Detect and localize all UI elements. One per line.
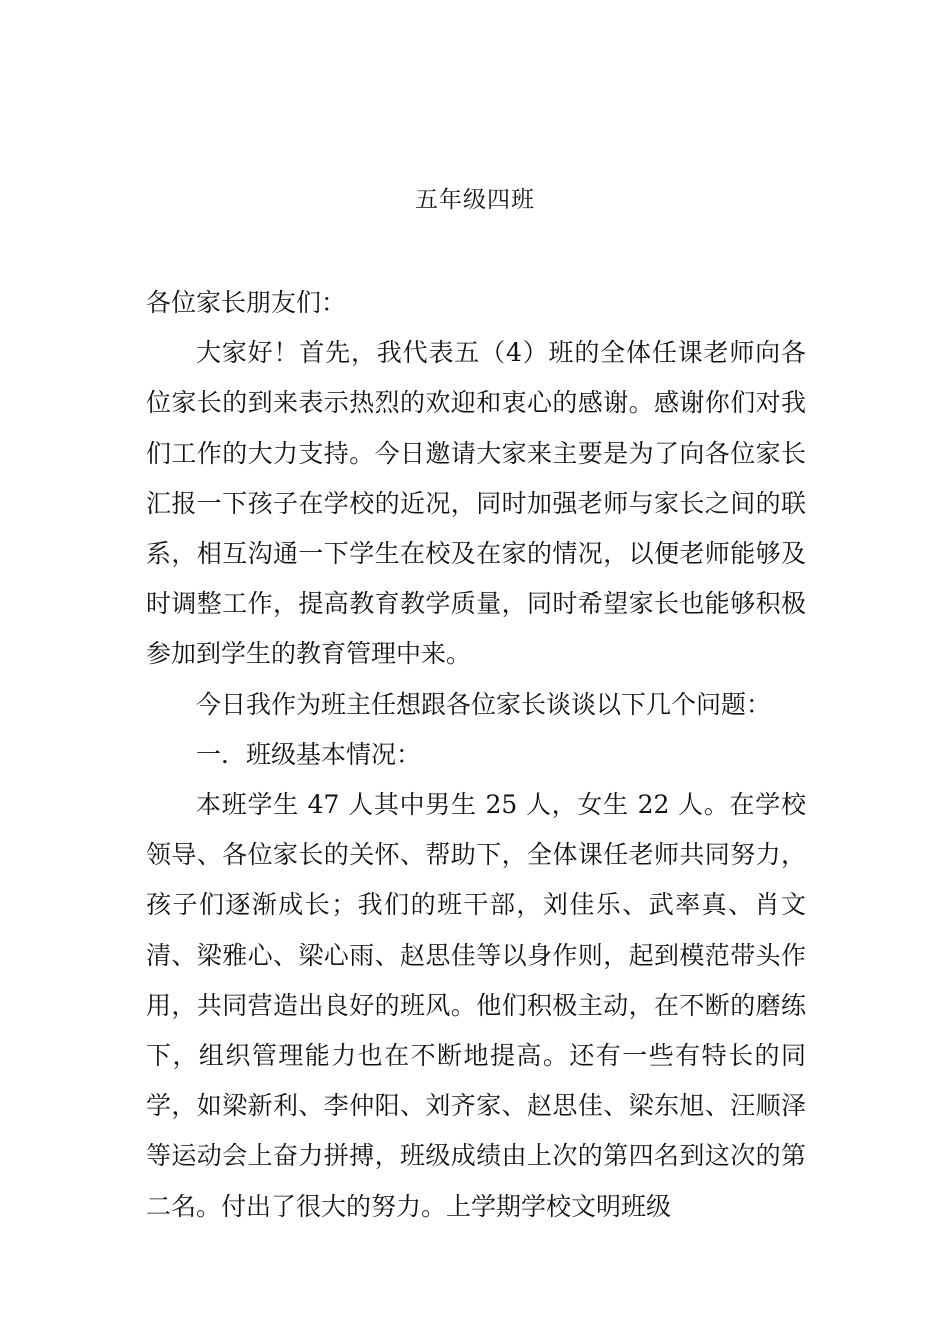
paragraph-greeting: 大家好！首先，我代表五（4）班的全体任课老师向各位家长的到来表示热烈的欢迎和衷心的感谢。感谢你们对我们工作的大力支持。今日邀请大家来主要是为了向各位家长汇报一下孩子在学校的近况，同时加强老师与家长之间的联系，相互沟通一下学生在校及在家的情况，以便老师能够及时调整工作，提高教育教学质量，同时希望家长也能够积极参加到学生的教育管理中来。 [146,338,806,669]
paragraph-class-overview: 本班学生 47 人其中男生 25 人，女生 22 人。在学校领导、各位家长的关怀、帮助下，全体课任老师共同努力，孩子们逐渐成长；我们的班干部，刘佳乐、武率真、肖文清、梁雅心、梁心雨、赵思佳等以身作则，起到模范带头作用，共同营造出良好的班风。他们积极主动，在不断的磨练下，组织管理能力也在不断地提高。还有一些有特长的同学，如梁新利、李仲阳、刘齐家、赵思佳、梁东旭、汪顺泽等运动会上奋力拼搏，班级成绩由上次的第四名到这次的第二名。付出了很大的努力。上学期学校文明班级 [146,790,806,1221]
salutation: 各位家长朋友们： [146,288,347,317]
paragraph-topics-intro: 今日我作为班主任想跟各位家长谈谈以下几个问题： [196,689,772,719]
section-heading-class-overview: 一．班级基本情况： [196,739,422,769]
document-title: 五年级四班 [415,187,535,213]
document-body [146,278,806,1232]
